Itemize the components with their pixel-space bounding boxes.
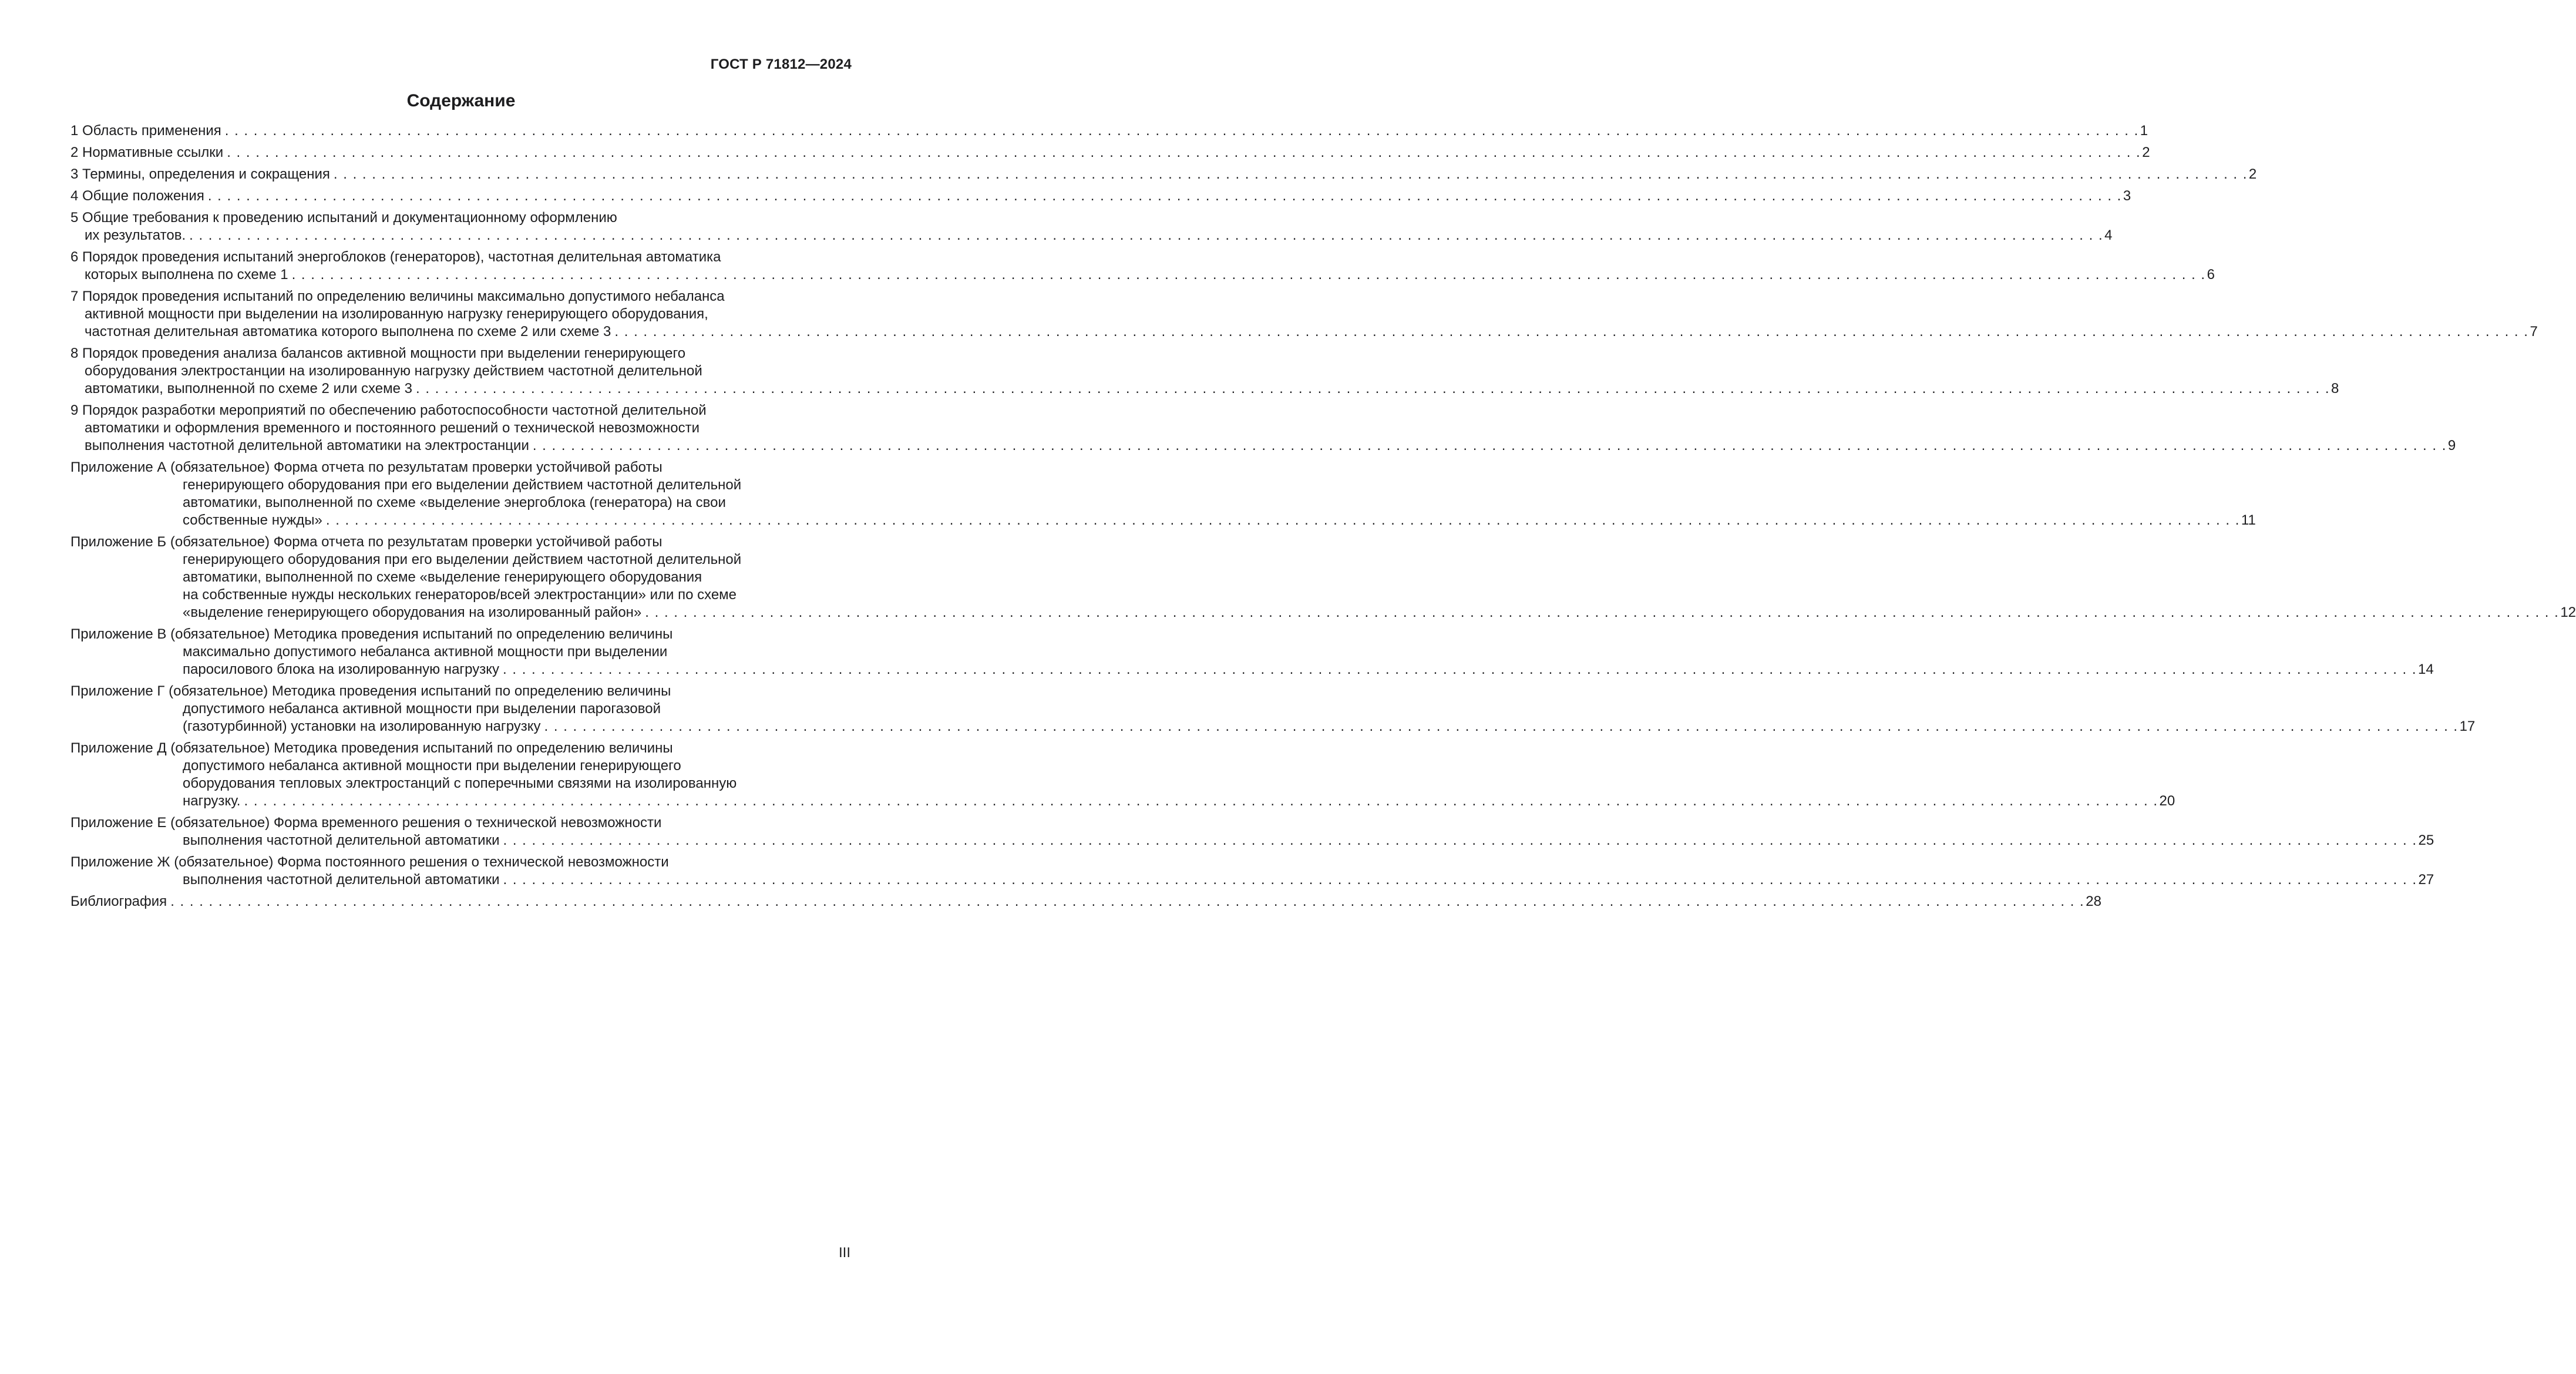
toc-entry-text: собственные нужды» [183,512,322,528]
toc-line [70,122,2148,140]
toc-entry [70,893,2101,911]
toc-line [183,718,2476,735]
toc-line: активной мощности при выделении на изолированную нагрузку генерирующего оборудования, [85,306,708,322]
toc-line: Приложение А (обязательное) Форма отчета по результатам проверки устойчивой работы [70,459,663,475]
toc-line [85,227,2113,244]
toc-entry-text: (газотурбинной) установки на изолированную нагрузку [183,718,541,734]
toc-line [70,144,2150,162]
toc-line: оборудования тепловых электростанций с поперечными связями на изолированную [183,775,737,791]
dot-leader: . . . . . . . . . . . . . . . . . . . . . . . . . . . . . . . . . . . . . . . . . . . . . . . . . . . . . . . . . . . . . . . . . . . . . . . . . . . . . . . . . . . . . . . . . . . . . . . . . . . . . . . . . . . . . . . . . . . . . . . . . . . . . . . . . . . . . . . . . . . . . . . . . . . . . . . . . . . . . . . . . . . . . . . . . . . . . . . . . . . . . . . . . . . . . . . . . . . . . . . . [645,604,2560,620]
toc-page-number: 4 [2104,227,2113,243]
toc-entry-text: «выделение генерирующего оборудования на изолированный район» [183,604,642,620]
toc-line: допустимого небаланса активной мощности при выделении парогазовой [183,701,661,717]
dot-leader: . . . . . . . . . . . . . . . . . . . . . . . . . . . . . . . . . . . . . . . . . . . . . . . . . . . . . . . . . . . . . . . . . . . . . . . . . . . . . . . . . . . . . . . . . . . . . . . . . . . . . . . . . . . . . . . . . . . . . . . . . . . . . . . . . . . . . . . . . . . . . . . . . . . . . . . . . . . . . . . . . . . . . . . . . . . . . . . . . . . . . . . . . . . . . . . . . . . . . . . . [544,718,2459,734]
toc-entry [70,209,2113,244]
toc-line: автоматики, выполненной по схеме «выделение энергоблока (генератора) на свои [183,495,726,510]
toc-line: Приложение В (обязательное) Методика проведения испытаний по определению величины [70,626,673,642]
toc-entry [70,740,2175,810]
toc-entry-text: 3 Термины, определения и сокращения [70,166,330,182]
toc-entry [70,459,2256,529]
toc-page-number: 8 [2331,381,2339,397]
toc-entry-text: 1 Область применения [70,123,221,139]
toc-page-number: 3 [2123,188,2131,204]
toc-line [183,871,2434,889]
dot-leader: . . . . . . . . . . . . . . . . . . . . . . . . . . . . . . . . . . . . . . . . . . . . . . . . . . . . . . . . . . . . . . . . . . . . . . . . . . . . . . . . . . . . . . . . . . . . . . . . . . . . . . . . . . . . . . . . . . . . . . . . . . . . . . . . . . . . . . . . . . . . . . . . . . . . . . . . . . . . . . . . . . . . . . . . . . . . . . . . . . . . . . . . . . . . . . . . . . . . . . . . [207,188,2122,204]
toc-line [183,512,2256,529]
toc-line [70,893,2101,911]
toc-entry-text: их результатов. [85,227,186,243]
toc-line: Приложение Г (обязательное) Методика проведения испытаний по определению величины [70,683,671,699]
toc-line: генерирующего оборудования при его выделении действием частотной делительной [183,477,742,493]
toc-line [85,323,2538,341]
toc-line: Приложение Е (обязательное) Форма временного решения о технической невозможности [70,815,662,831]
toc-entry [70,814,2434,849]
toc-page-number: 27 [2418,872,2434,888]
toc-page-number: 12 [2560,604,2576,620]
toc-line: максимально допустимого небаланса активной мощности при выделении [183,644,668,660]
toc-line [85,380,2339,398]
toc-page-number: 14 [2418,661,2434,677]
toc-line: 7 Порядок проведения испытаний по определению величины максимально допустимого небаланса [70,288,725,304]
toc-line [70,166,2257,183]
toc-entry [70,288,2538,341]
page-title: Содержание [406,91,516,110]
toc-entry [70,345,2339,398]
toc-page-number: 7 [2530,324,2538,340]
toc-line: 5 Общие требования к проведению испытаний и документационному оформлению [70,210,617,226]
dot-leader: . . . . . . . . . . . . . . . . . . . . . . . . . . . . . . . . . . . . . . . . . . . . . . . . . . . . . . . . . . . . . . . . . . . . . . . . . . . . . . . . . . . . . . . . . . . . . . . . . . . . . . . . . . . . . . . . . . . . . . . . . . . . . . . . . . . . . . . . . . . . . . . . . . . . . . . . . . . . . . . . . . . . . . . . . . . . . . . . . . . . . . . . . . . . . . . . . . . . . . . . [503,872,2417,888]
dot-leader: . . . . . . . . . . . . . . . . . . . . . . . . . . . . . . . . . . . . . . . . . . . . . . . . . . . . . . . . . . . . . . . . . . . . . . . . . . . . . . . . . . . . . . . . . . . . . . . . . . . . . . . . . . . . . . . . . . . . . . . . . . . . . . . . . . . . . . . . . . . . . . . . . . . . . . . . . . . . . . . . . . . . . . . . . . . . . . . . . . . . . . . . . . . . . . . . . . . . . . . . [244,793,2158,809]
toc-line: Приложение Ж (обязательное) Форма постоянного решения о технической невозможности [70,854,669,870]
toc-line [85,437,2456,455]
toc-entry [70,144,2150,162]
toc-entry [70,683,2476,735]
toc-line: Приложение Б (обязательное) Форма отчета по результатам проверки устойчивой работы [70,534,663,550]
toc-entry [70,402,2456,455]
dot-leader: . . . . . . . . . . . . . . . . . . . . . . . . . . . . . . . . . . . . . . . . . . . . . . . . . . . . . . . . . . . . . . . . . . . . . . . . . . . . . . . . . . . . . . . . . . . . . . . . . . . . . . . . . . . . . . . . . . . . . . . . . . . . . . . . . . . . . . . . . . . . . . . . . . . . . . . . . . . . . . . . . . . . . . . . . . . . . . . . . . . . . . . . . . . . . . . . . . . . . . . . [291,267,2206,283]
toc-entry-text: нагрузку. [183,793,241,809]
toc-line: автоматики, выполненной по схеме «выделение генерирующего оборудования [183,569,702,585]
toc-page-number: 25 [2418,832,2434,848]
toc-entry-text: паросилового блока на изолированную нагрузку [183,661,500,677]
toc-page-number: 20 [2159,793,2175,809]
toc-line [183,661,2434,678]
dot-leader: . . . . . . . . . . . . . . . . . . . . . . . . . . . . . . . . . . . . . . . . . . . . . . . . . . . . . . . . . . . . . . . . . . . . . . . . . . . . . . . . . . . . . . . . . . . . . . . . . . . . . . . . . . . . . . . . . . . . . . . . . . . . . . . . . . . . . . . . . . . . . . . . . . . . . . . . . . . . . . . . . . . . . . . . . . . . . . . . . . . . . . . . . . . . . . . . . . . . . . . . [325,512,2240,528]
dot-leader: . . . . . . . . . . . . . . . . . . . . . . . . . . . . . . . . . . . . . . . . . . . . . . . . . . . . . . . . . . . . . . . . . . . . . . . . . . . . . . . . . . . . . . . . . . . . . . . . . . . . . . . . . . . . . . . . . . . . . . . . . . . . . . . . . . . . . . . . . . . . . . . . . . . . . . . . . . . . . . . . . . . . . . . . . . . . . . . . . . . . . . . . . . . . . . . . . . . . . . . . [503,661,2417,677]
toc-entry-text: 2 Нормативные ссылки [70,145,224,160]
toc-line: допустимого небаланса активной мощности при выделении генерирующего [183,758,681,774]
dot-leader: . . . . . . . . . . . . . . . . . . . . . . . . . . . . . . . . . . . . . . . . . . . . . . . . . . . . . . . . . . . . . . . . . . . . . . . . . . . . . . . . . . . . . . . . . . . . . . . . . . . . . . . . . . . . . . . . . . . . . . . . . . . . . . . . . . . . . . . . . . . . . . . . . . . . . . . . . . . . . . . . . . . . . . . . . . . . . . . . . . . . . . . . . . . . . . . . . . . . . . . . [189,227,2104,243]
toc-page-number: 17 [2459,718,2476,734]
dot-leader: . . . . . . . . . . . . . . . . . . . . . . . . . . . . . . . . . . . . . . . . . . . . . . . . . . . . . . . . . . . . . . . . . . . . . . . . . . . . . . . . . . . . . . . . . . . . . . . . . . . . . . . . . . . . . . . . . . . . . . . . . . . . . . . . . . . . . . . . . . . . . . . . . . . . . . . . . . . . . . . . . . . . . . . . . . . . . . . . . . . . . . . . . . . . . . . . . . . . . . . . [333,166,2248,182]
toc-entry [70,122,2148,140]
dot-leader: . . . . . . . . . . . . . . . . . . . . . . . . . . . . . . . . . . . . . . . . . . . . . . . . . . . . . . . . . . . . . . . . . . . . . . . . . . . . . . . . . . . . . . . . . . . . . . . . . . . . . . . . . . . . . . . . . . . . . . . . . . . . . . . . . . . . . . . . . . . . . . . . . . . . . . . . . . . . . . . . . . . . . . . . . . . . . . . . . . . . . . . . . . . . . . . . . . . . . . . . [532,438,2447,453]
toc-entry-text: выполнения частотной делительной автоматики [183,832,500,848]
toc-page-number: 6 [2207,267,2215,283]
toc-page-number: 2 [2142,145,2150,160]
dot-leader: . . . . . . . . . . . . . . . . . . . . . . . . . . . . . . . . . . . . . . . . . . . . . . . . . . . . . . . . . . . . . . . . . . . . . . . . . . . . . . . . . . . . . . . . . . . . . . . . . . . . . . . . . . . . . . . . . . . . . . . . . . . . . . . . . . . . . . . . . . . . . . . . . . . . . . . . . . . . . . . . . . . . . . . . . . . . . . . . . . . . . . . . . . . . . . . . . . . . . . . . [227,145,2141,160]
toc-entry [70,248,2215,284]
toc-entry-text: частотная делительная автоматика которого выполнена по схеме 2 или схеме 3 [85,324,611,340]
toc-entry-text: автоматики, выполненной по схеме 2 или схеме 3 [85,381,412,397]
toc-line: 8 Порядок проведения анализа балансов активной мощности при выделении генерирующего [70,345,686,361]
toc-page-number: 1 [2140,123,2148,139]
toc-line [70,187,2131,205]
toc-entry-text: выполнения частотной делительной автоматики [183,872,500,888]
toc-entry [70,166,2257,183]
toc-entry [70,187,2131,205]
toc-line: генерирующего оборудования при его выделении действием частотной делительной [183,552,742,567]
dot-leader: . . . . . . . . . . . . . . . . . . . . . . . . . . . . . . . . . . . . . . . . . . . . . . . . . . . . . . . . . . . . . . . . . . . . . . . . . . . . . . . . . . . . . . . . . . . . . . . . . . . . . . . . . . . . . . . . . . . . . . . . . . . . . . . . . . . . . . . . . . . . . . . . . . . . . . . . . . . . . . . . . . . . . . . . . . . . . . . . . . . . . . . . . . . . . . . . . . . . . . . . [614,324,2529,340]
toc-line [183,832,2434,849]
toc-entry-text: 4 Общие положения [70,188,204,204]
toc-line [183,792,2175,810]
toc-list [70,122,2576,911]
toc-line [85,266,2215,284]
dot-leader: . . . . . . . . . . . . . . . . . . . . . . . . . . . . . . . . . . . . . . . . . . . . . . . . . . . . . . . . . . . . . . . . . . . . . . . . . . . . . . . . . . . . . . . . . . . . . . . . . . . . . . . . . . . . . . . . . . . . . . . . . . . . . . . . . . . . . . . . . . . . . . . . . . . . . . . . . . . . . . . . . . . . . . . . . . . . . . . . . . . . . . . . . . . . . . . . . . . . . . . . [224,123,2139,139]
toc-page-number: 2 [2248,166,2257,182]
toc-page-number: 11 [2241,512,2256,528]
dot-leader: . . . . . . . . . . . . . . . . . . . . . . . . . . . . . . . . . . . . . . . . . . . . . . . . . . . . . . . . . . . . . . . . . . . . . . . . . . . . . . . . . . . . . . . . . . . . . . . . . . . . . . . . . . . . . . . . . . . . . . . . . . . . . . . . . . . . . . . . . . . . . . . . . . . . . . . . . . . . . . . . . . . . . . . . . . . . . . . . . . . . . . . . . . . . . . . . . . . . . . . . [503,832,2417,848]
footer-page-number: III [838,1245,850,1261]
toc-page-number: 9 [2447,438,2456,453]
toc-line: 9 Порядок разработки мероприятий по обеспечению работоспособности частотной делительной [70,402,707,418]
toc-line: оборудования электростанции на изолированную нагрузку действием частотной делительной [85,363,702,379]
toc-entry-text: Библиография [70,893,167,909]
dot-leader: . . . . . . . . . . . . . . . . . . . . . . . . . . . . . . . . . . . . . . . . . . . . . . . . . . . . . . . . . . . . . . . . . . . . . . . . . . . . . . . . . . . . . . . . . . . . . . . . . . . . . . . . . . . . . . . . . . . . . . . . . . . . . . . . . . . . . . . . . . . . . . . . . . . . . . . . . . . . . . . . . . . . . . . . . . . . . . . . . . . . . . . . . . . . . . . . . . . . . . . . [416,381,2330,397]
toc-line: 6 Порядок проведения испытаний энергоблоков (генераторов), частотная делительная автоматика [70,249,721,265]
toc-line [183,604,2576,622]
toc-line: автоматики и оформления временного и постоянного решений о технической невозможности [85,420,700,436]
toc-entry [70,626,2434,678]
toc-entry [70,854,2434,889]
dot-leader: . . . . . . . . . . . . . . . . . . . . . . . . . . . . . . . . . . . . . . . . . . . . . . . . . . . . . . . . . . . . . . . . . . . . . . . . . . . . . . . . . . . . . . . . . . . . . . . . . . . . . . . . . . . . . . . . . . . . . . . . . . . . . . . . . . . . . . . . . . . . . . . . . . . . . . . . . . . . . . . . . . . . . . . . . . . . . . . . . . . . . . . . . . . . . . . . . . . . . . . . [170,893,2085,909]
toc-entry [70,533,2576,622]
toc-entry-text: которых выполнена по схеме 1 [85,267,288,283]
toc-page-number: 28 [2086,893,2101,909]
document-designation: ГОСТ Р 71812—2024 [710,56,852,72]
toc-line: на собственные нужды нескольких генераторов/всей электростанции» или по схеме [183,587,737,603]
toc-line: Приложение Д (обязательное) Методика проведения испытаний по определению величины [70,740,673,756]
toc-entry-text: выполнения частотной делительной автоматики на электростанции [85,438,529,453]
